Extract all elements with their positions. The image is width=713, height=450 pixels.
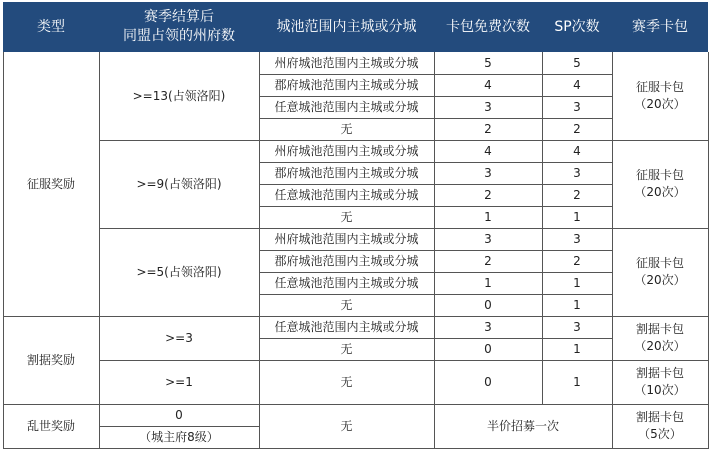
- free-packs-cell: 3: [484, 319, 492, 334]
- sp-count-cell: 4: [573, 77, 581, 92]
- free-packs-cell: 2: [484, 121, 492, 136]
- type-cell: 乱世奖励: [26, 418, 75, 433]
- city-range-cell: 郡府城池范围内主城或分城: [274, 165, 419, 180]
- free-packs-cell: 0: [484, 297, 492, 312]
- sp-count-cell: 2: [573, 187, 581, 202]
- reward-table: [3, 2, 708, 446]
- city-range-cell: 无: [340, 121, 353, 136]
- condition-cell: >=13(占领洛阳): [132, 88, 226, 103]
- grid-vline: [612, 52, 613, 448]
- free-packs-cell: 0: [484, 374, 492, 389]
- free-packs-cell: 0: [484, 341, 492, 356]
- free-packs-cell: 3: [484, 99, 492, 114]
- season-pack-cell-line2: （20次）: [634, 97, 686, 111]
- grid-hline: [3, 448, 709, 449]
- free-packs-cell: 2: [484, 253, 492, 268]
- free-packs-cell: 4: [484, 143, 492, 158]
- grid-vline: [434, 52, 435, 448]
- free-packs-cell: 4: [484, 77, 492, 92]
- condition-cell: >=9(占领洛阳): [136, 176, 222, 191]
- condition-bottom-cell: （城主府8级）: [139, 429, 219, 444]
- header-alliance-states: [99, 2, 259, 52]
- header-type: 类型: [3, 2, 99, 52]
- free-packs-cell: 5: [484, 55, 492, 70]
- condition-top-cell: 0: [175, 407, 183, 422]
- sp-count-cell: 3: [573, 319, 581, 334]
- city-range-cell: 郡府城池范围内主城或分城: [274, 253, 419, 268]
- sp-count-cell: 1: [573, 297, 581, 312]
- free-packs-cell: 1: [484, 209, 492, 224]
- city-range-cell: 郡府城池范围内主城或分城: [274, 77, 419, 92]
- sp-count-cell: 3: [573, 231, 581, 246]
- sp-count-cell: 2: [573, 253, 581, 268]
- free-packs-cell: 1: [484, 275, 492, 290]
- season-pack-cell: [612, 228, 708, 316]
- season-pack-cell-line1: 征服卡包: [635, 168, 684, 182]
- city-range-cell: 无: [340, 209, 353, 224]
- header-alliance-line1: 赛季结算后: [144, 9, 214, 25]
- season-pack-cell-line1: 割据卡包: [635, 366, 684, 380]
- sp-count-cell: 3: [573, 165, 581, 180]
- header-season-pack: 赛季卡包: [612, 2, 708, 52]
- city-range-cell: 无: [340, 418, 353, 433]
- season-pack-cell-line2: （10次）: [634, 383, 686, 397]
- grid-vline: [259, 52, 260, 448]
- city-range-cell: 无: [340, 374, 353, 389]
- sp-count-cell: 1: [573, 374, 581, 389]
- season-pack-cell: [612, 52, 708, 140]
- grid-vline: [3, 52, 4, 449]
- free-packs-cell: 3: [484, 231, 492, 246]
- city-range-cell: 州府城池范围内主城或分城: [274, 143, 419, 158]
- condition-cell: >=3: [165, 330, 193, 345]
- city-range-cell: 州府城池范围内主城或分城: [274, 231, 419, 246]
- condition-cell: >=5(占领洛阳): [136, 264, 222, 279]
- city-range-cell: 无: [340, 341, 353, 356]
- season-pack-cell-line1: 征服卡包: [635, 256, 684, 270]
- season-pack-cell-line2: （20次）: [634, 273, 686, 287]
- sp-count-cell: 4: [573, 143, 581, 158]
- condition-cell: >=1: [165, 374, 193, 389]
- free-packs-cell: 2: [484, 187, 492, 202]
- type-cell: 割据奖励: [26, 352, 75, 367]
- season-pack-cell: [612, 316, 708, 360]
- city-range-cell: 任意城池范围内主城或分城: [274, 99, 419, 114]
- grid-vline: [708, 52, 709, 449]
- header-free-packs: 卡包免费次数: [434, 2, 542, 52]
- sp-count-cell: 2: [573, 121, 581, 136]
- season-pack-cell-line2: （5次）: [638, 427, 682, 441]
- header-sp-count: SP次数: [542, 2, 612, 52]
- sp-count-cell: 3: [573, 99, 581, 114]
- season-pack-cell-line2: （20次）: [634, 339, 686, 353]
- grid-vline: [99, 52, 100, 448]
- header-city-range: 城池范围内主城或分城: [259, 2, 434, 52]
- city-range-cell: 无: [340, 297, 353, 312]
- grid-hline: [99, 426, 260, 427]
- city-range-cell: 任意城池范围内主城或分城: [274, 319, 419, 334]
- season-pack-cell: [612, 360, 708, 404]
- reward-cell: 半价招募一次: [486, 418, 559, 433]
- city-range-cell: 州府城池范围内主城或分城: [274, 55, 419, 70]
- grid-vline: [542, 52, 543, 404]
- sp-count-cell: 1: [573, 341, 581, 356]
- season-pack-cell-line2: （20次）: [634, 185, 686, 199]
- season-pack-cell-line1: 征服卡包: [635, 80, 684, 94]
- sp-count-cell: 1: [573, 275, 581, 290]
- header-alliance-line2: 同盟占领的州府数: [123, 28, 235, 44]
- sp-count-cell: 5: [573, 55, 581, 70]
- type-cell: 征服奖励: [26, 176, 75, 191]
- sp-count-cell: 1: [573, 209, 581, 224]
- free-packs-cell: 3: [484, 165, 492, 180]
- season-pack-cell: [612, 404, 708, 448]
- city-range-cell: 任意城池范围内主城或分城: [274, 187, 419, 202]
- season-pack-cell-line1: 割据卡包: [635, 322, 684, 336]
- season-pack-cell-line1: 割据卡包: [635, 410, 684, 424]
- season-pack-cell: [612, 140, 708, 228]
- city-range-cell: 任意城池范围内主城或分城: [274, 275, 419, 290]
